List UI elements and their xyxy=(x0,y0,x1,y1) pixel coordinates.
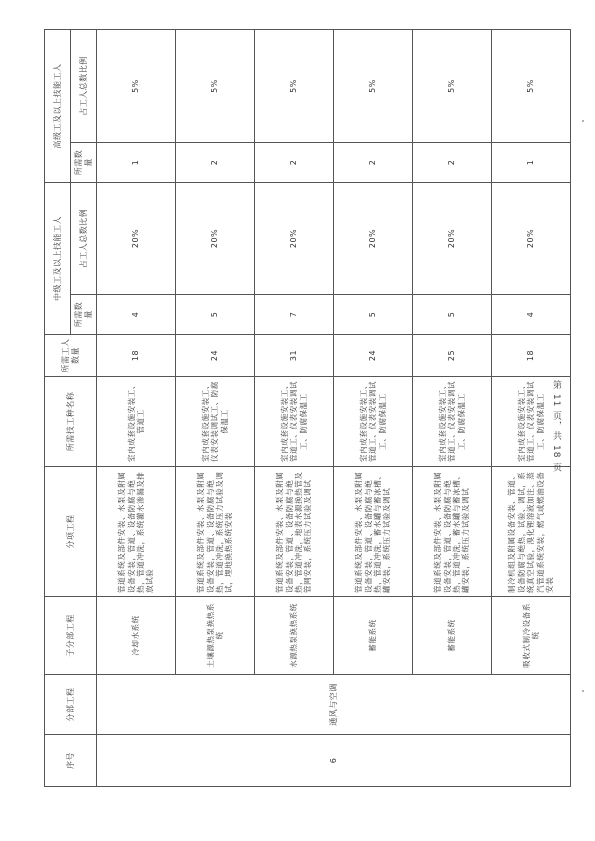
cell-item: 管道系统及部件安装、水泵及附属设备安装，管道、设备防腐与绝热，管道冲洗，蓄水罐与蓄冰槽、罐安装，系统压力试验及调试 xyxy=(413,467,492,597)
cell-mid-count: 5 xyxy=(413,295,492,335)
header-mid-ratio: 占工人总数比例 xyxy=(71,183,97,295)
scan-dot xyxy=(582,120,584,122)
header-division: 分部工程 xyxy=(45,675,97,735)
cell-subdivision: 吸收式制冷设备系统 xyxy=(492,597,571,675)
cell-high-count: 1 xyxy=(97,143,176,183)
cell-mid-ratio: 20% xyxy=(255,183,334,295)
cell-subdivision: 冷却水系统 xyxy=(97,597,176,675)
cell-high-count: 2 xyxy=(176,143,255,183)
cell-mid-ratio: 20% xyxy=(413,183,492,295)
workers-table xyxy=(44,29,571,787)
cell-subdivision: 水源热泵换热系统 xyxy=(255,597,334,675)
header-trades: 所需技工种名称 xyxy=(45,377,97,467)
cell-workers: 24 xyxy=(334,335,413,377)
cell-high-count: 2 xyxy=(255,143,334,183)
cell-trades: 室内成套设施安装工、管道工、仪表安装调试工、防腐保温工 xyxy=(413,377,492,467)
cell-high-ratio: 5% xyxy=(176,30,255,143)
table-row xyxy=(255,30,334,787)
header-mid-group: 中级工及以上技能工人 xyxy=(45,183,71,335)
table-row xyxy=(334,30,413,787)
cell-mid-count: 5 xyxy=(176,295,255,335)
cell-workers: 31 xyxy=(255,335,334,377)
cell-mid-count: 4 xyxy=(492,295,571,335)
cell-high-ratio: 5% xyxy=(492,30,571,143)
cell-item: 管道系统及部件安装、水泵及附属设备安装，管道、设备防腐与绝热，管道冲洗，蓄水罐与蓄冰槽、罐安装，系统压力试验及调试 xyxy=(334,467,413,597)
cell-workers: 24 xyxy=(176,335,255,377)
header-seq: 序号 xyxy=(45,735,97,787)
cell-high-ratio: 5% xyxy=(97,30,176,143)
cell-workers: 18 xyxy=(492,335,571,377)
cell-item: 制冷机组及附属设备安装、管道、设备防腐与绝热，试验、调试，系统真空试验，溴化锂溶液加注、蒸汽管道系统安装，燃气或燃油设备安装 xyxy=(492,467,571,597)
page-footer: 第 11 页，共 18 页 xyxy=(551,380,561,473)
cell-trades: 室内成套设施安装工、仪表安装调试工、防腐保温工 xyxy=(176,377,255,467)
header-high-count: 所需数量 xyxy=(71,143,97,183)
cell-trades: 室内成套设施安装工、管道工、仪表安装调试工、防腐保温工 xyxy=(334,377,413,467)
cell-mid-count: 7 xyxy=(255,295,334,335)
header-item: 分项工程 xyxy=(45,467,97,597)
cell-mid-ratio: 20% xyxy=(97,183,176,295)
cell-trades: 室内成套设施安装工、管道工 xyxy=(97,377,176,467)
header-mid-count: 所需数量 xyxy=(71,295,97,335)
table-row xyxy=(176,30,255,787)
table-row xyxy=(413,30,492,787)
header-subdivision: 子分部工程 xyxy=(45,597,97,675)
scan-dot xyxy=(582,690,584,692)
cell-high-ratio: 5% xyxy=(413,30,492,143)
cell-trades: 室内成套设施安装工、管道工、仪表安装调试工、防腐保温工 xyxy=(492,377,571,467)
cell-trades: 室内成套设施安装工、管道工、仪表安装调试工、防腐保温工 xyxy=(255,377,334,467)
cell-item: 管道系统及部件安装、水泵及附属设备安装，管道、设备防腐与绝热，管道冲洗，系统灌水渗漏及排放试验 xyxy=(97,467,176,597)
cell-mid-count: 4 xyxy=(97,295,176,335)
header-workers: 所需工人数量 xyxy=(45,335,97,377)
cell-workers: 18 xyxy=(97,335,176,377)
cell-item: 管道系统及部件安装、水泵及附属设备安装，管道、设备防腐与绝热，管道冲洗，地表水源换热管及管网安装，系统压力试验及调试 xyxy=(255,467,334,597)
cell-mid-count: 5 xyxy=(334,295,413,335)
cell-high-count: 2 xyxy=(413,143,492,183)
cell-mid-ratio: 20% xyxy=(176,183,255,295)
cell-subdivision: 蓄能系统 xyxy=(413,597,492,675)
cell-seq: 6 xyxy=(97,735,571,787)
cell-high-count: 1 xyxy=(492,143,571,183)
cell-workers: 25 xyxy=(413,335,492,377)
cell-mid-ratio: 20% xyxy=(492,183,571,295)
cell-division: 通风与空调 xyxy=(97,675,571,735)
cell-subdivision: 土壤源热泵换热系统 xyxy=(176,597,255,675)
header-high-ratio: 占工人总数比例 xyxy=(71,30,97,143)
header-high-group: 高级工及以上技能工人 xyxy=(45,30,71,183)
cell-high-ratio: 5% xyxy=(255,30,334,143)
cell-subdivision: 蓄能系统 xyxy=(334,597,413,675)
table-row xyxy=(97,30,176,787)
cell-high-count: 2 xyxy=(334,143,413,183)
cell-item: 管道系统及部件安装、水泵及附属设备安装，管道、设备防腐与绝热，管道冲洗，系统压力试验及调试，埋地换热系统安装 xyxy=(176,467,255,597)
cell-mid-ratio: 20% xyxy=(334,183,413,295)
rotated-table-wrapper xyxy=(44,30,570,787)
cell-high-ratio: 5% xyxy=(334,30,413,143)
